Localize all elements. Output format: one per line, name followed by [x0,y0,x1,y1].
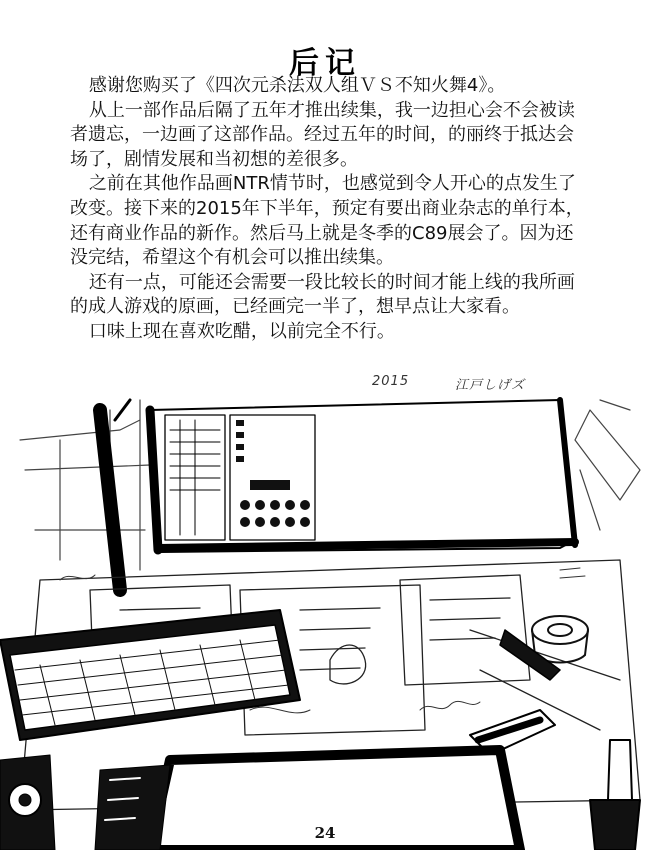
stapler [470,630,560,755]
signature-year: 2015 [372,374,410,389]
paragraph: 从上一部作品后隔了五年才推出续集，我一边担心会不会被读者遗忘，一边画了这部作品。经过五年的时间，的丽终于抵达会场了，剧情发展和当初想的差很多。 [70,99,575,170]
page-title: 后记 [289,46,361,81]
signature-author: 江戸しげズ [455,378,526,393]
paragraph: 之前在其他作品画NTR情节时，也感觉到令人开心的点发生了改变。接下来的2015年下半年，预定有要出商业杂志的单行本，还有商业作品的新作。然后马上就是冬季的C89展会了。因为还没完结，希望这个有机会可以推出续集。 [70,173,584,269]
page-number: 24 [314,824,336,842]
afterword-text [70,74,590,345]
desk-illustration [0,380,650,850]
monitor [100,400,575,590]
paragraph: 感谢您购买了《四次元杀法双人组ＶＳ不知火舞4》。 [88,75,506,96]
paragraph: 口味上现在喜欢吃醋，以前完全不行。 [88,320,395,342]
paragraph: 还有一点，可能还会需要一段比较长的时间才能上线的我所画的成人游戏的原画，已经画完一半了，想早点让大家看。 [70,271,575,318]
keyboard [0,610,300,740]
